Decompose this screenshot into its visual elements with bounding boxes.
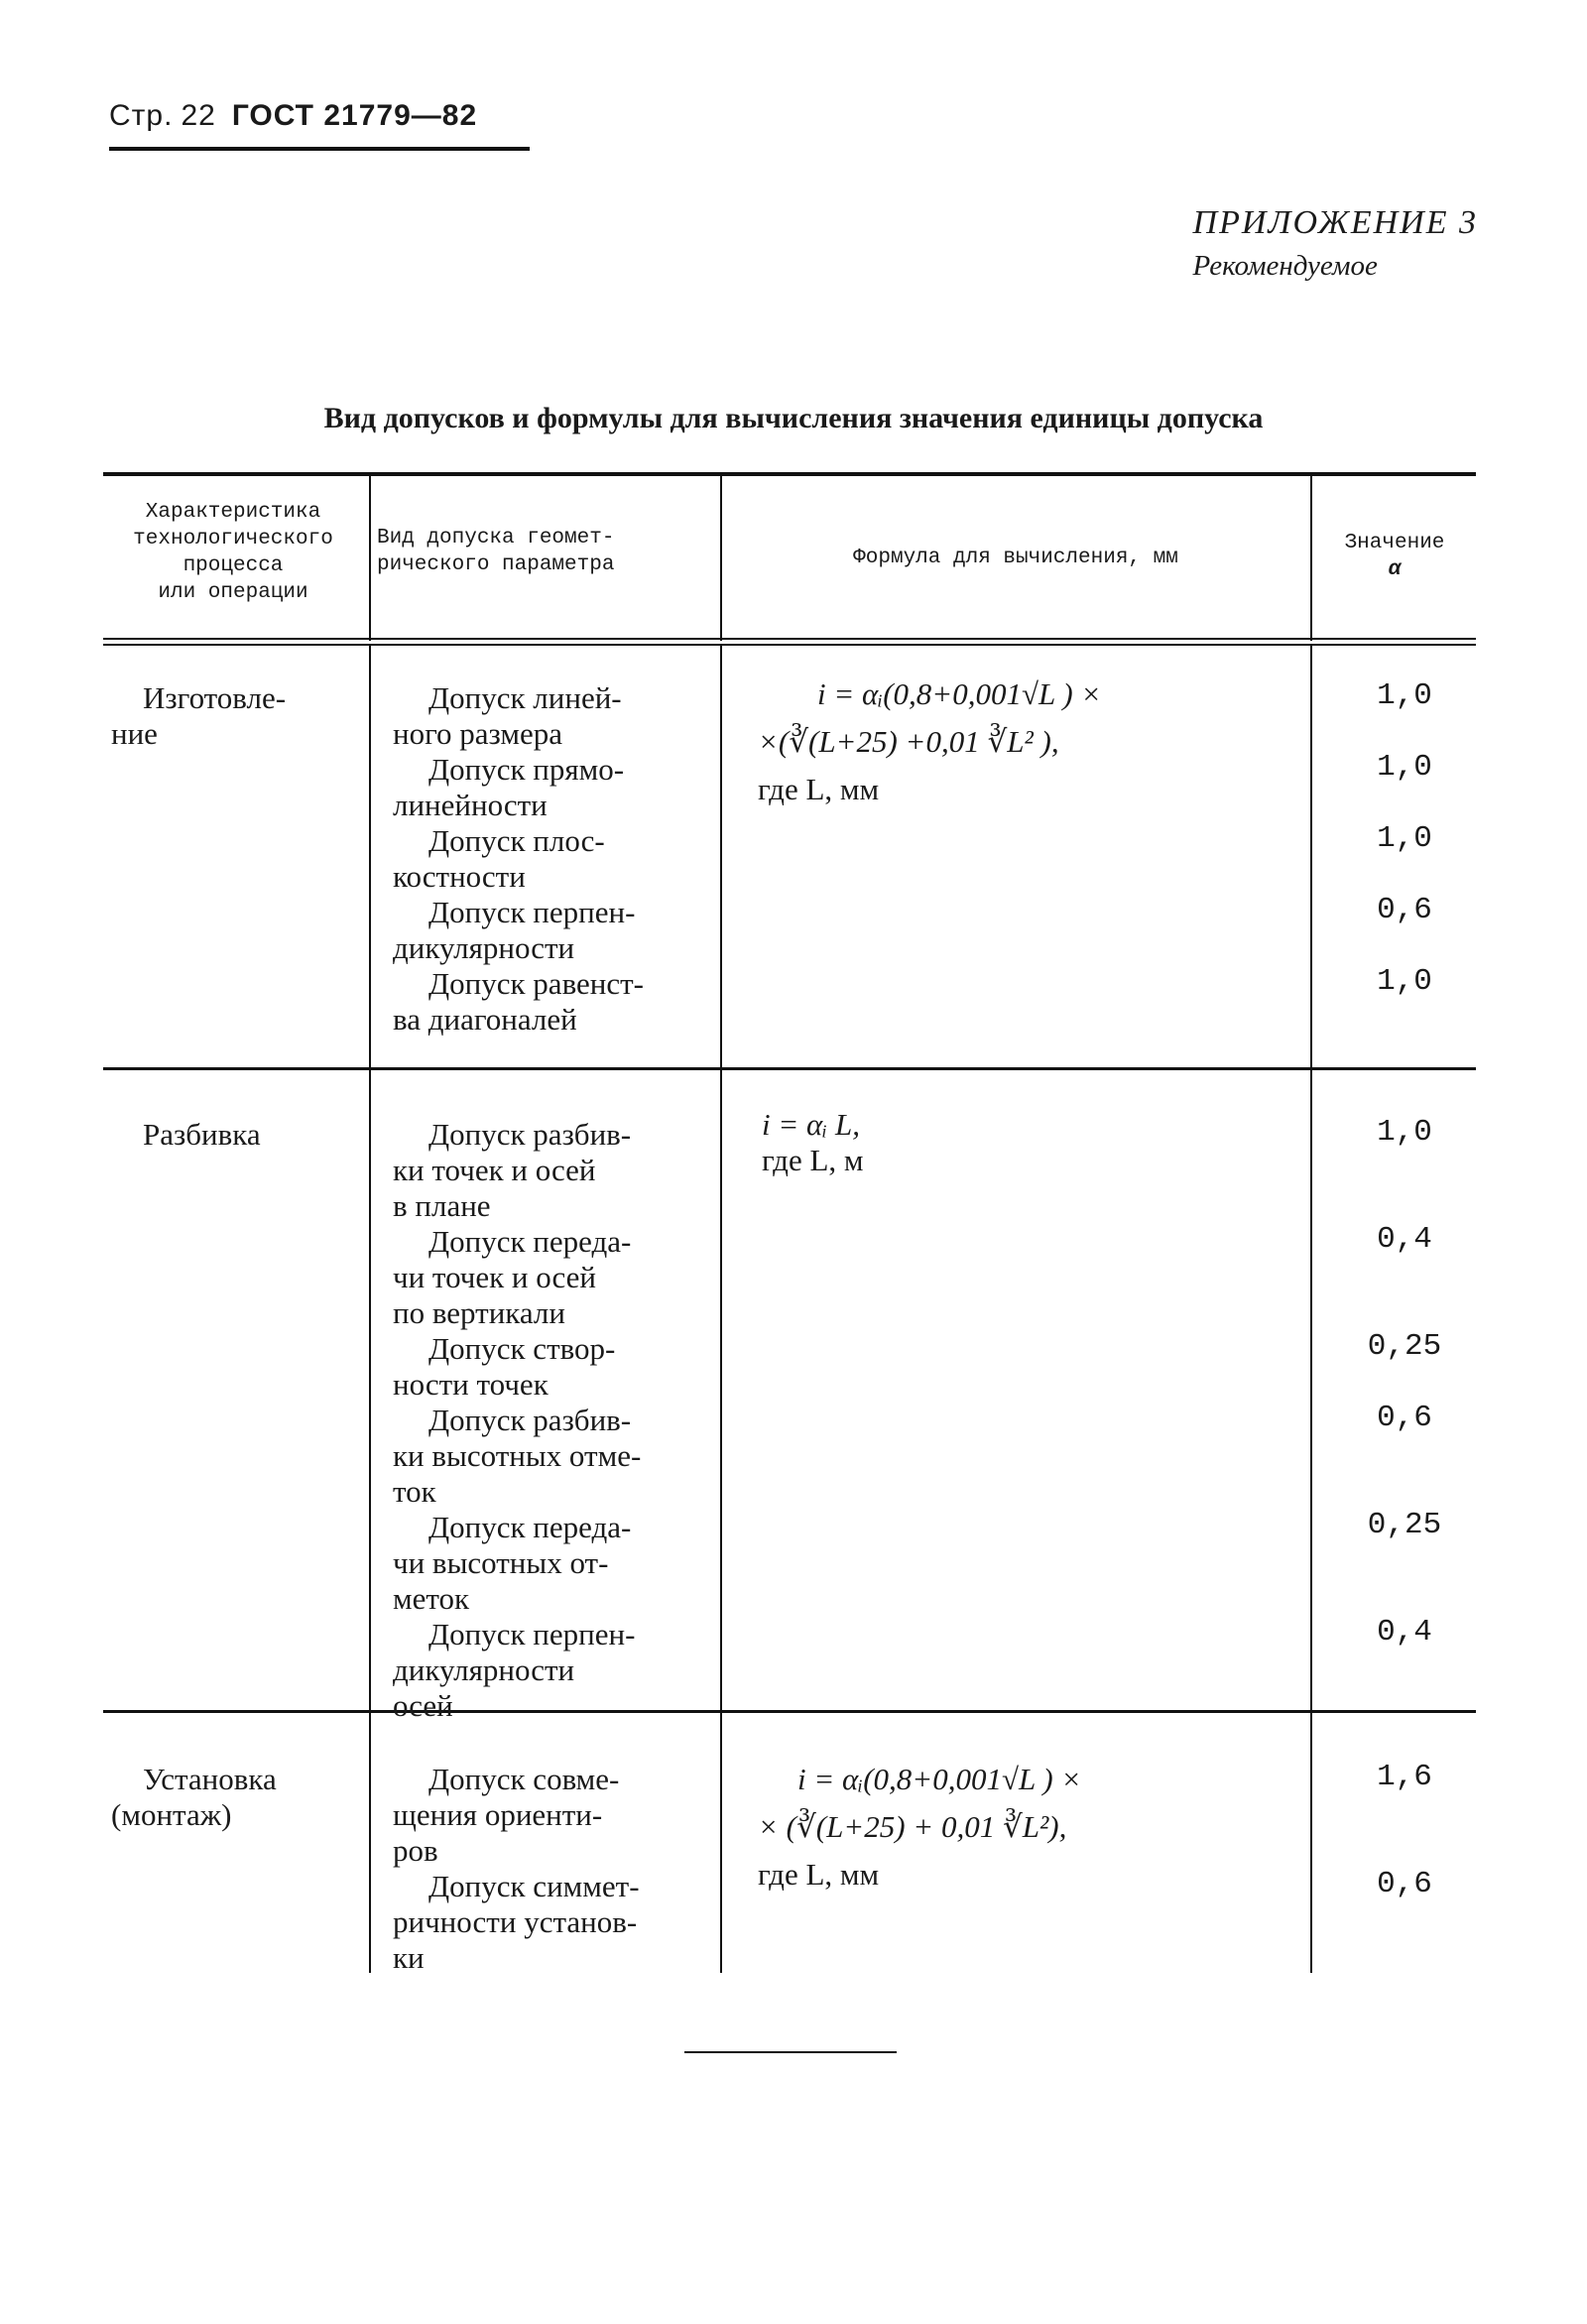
column-divider xyxy=(720,646,722,1067)
column-divider xyxy=(1310,646,1312,1067)
page-header xyxy=(109,99,477,133)
tolerance-item: Допуск линей- ного размера xyxy=(393,680,622,751)
header-rule xyxy=(109,147,530,151)
column-divider xyxy=(1310,476,1312,641)
tolerance-item: Допуск перпен- дикулярности осей xyxy=(393,1617,636,1723)
tolerance-item: Допуск симмет- ричности установ- ки xyxy=(393,1869,640,1975)
page-label: Стр. xyxy=(109,99,174,132)
value-alpha: 1,6 xyxy=(1377,1760,1432,1794)
column-divider xyxy=(720,476,722,641)
value-alpha: 0,25 xyxy=(1367,1508,1442,1542)
table-title: Вид допусков и формулы для вычисления значения единицы допуска xyxy=(323,402,1264,434)
standard-number: ГОСТ 21779—82 xyxy=(231,99,478,132)
column-divider xyxy=(369,476,371,641)
formula-installation: i = αᵢ(0,8+0,001√L ) × × (∛(L+25) + 0,01 ∛L²), где L, мм xyxy=(758,1762,1082,1892)
value-alpha: 1,0 xyxy=(1377,821,1432,856)
formula-layout: i = αᵢ L, где L, м xyxy=(762,1107,864,1177)
column-divider xyxy=(1310,1070,1312,1710)
appendix-label xyxy=(1193,204,1478,283)
column-divider xyxy=(720,1713,722,1973)
page-number: 22 xyxy=(181,99,216,132)
tolerance-item: Допуск разбив- ки точек и осей в плане xyxy=(393,1117,632,1223)
operation-layout: Разбивка xyxy=(143,1117,261,1152)
operation-manufacturing: Изготовле- ние xyxy=(111,680,287,751)
column-divider xyxy=(720,1070,722,1710)
value-alpha: 0,6 xyxy=(1377,1867,1432,1901)
column-header-process: Характеристика технологического процесса или операции xyxy=(133,501,333,604)
column-header-formula: Формула для вычисления, мм xyxy=(853,547,1178,569)
value-alpha: 0,4 xyxy=(1377,1615,1432,1650)
column-header-tolerance: Вид допуска геомет- рического параметра xyxy=(377,527,615,576)
column-divider xyxy=(369,646,371,1067)
tolerance-item: Допуск створ- ности точек xyxy=(393,1331,616,1402)
column-divider xyxy=(1310,1713,1312,1973)
end-rule xyxy=(684,2051,897,2053)
value-alpha: 1,0 xyxy=(1377,964,1432,999)
formula-manufacturing: i = αᵢ(0,8+0,001√L ) × ×(∛(L+25) +0,01 ∛L² ), где L, мм xyxy=(758,676,1102,806)
value-alpha: 1,0 xyxy=(1377,750,1432,785)
operation-installation: Установка (монтаж) xyxy=(111,1762,277,1832)
column-divider xyxy=(369,1070,371,1710)
appendix-status: Рекомендуемое xyxy=(1192,250,1378,282)
value-alpha: 1,0 xyxy=(1377,1115,1432,1150)
tolerance-item: Допуск перпен- дикулярности xyxy=(393,895,636,965)
tolerance-item: Допуск прямо- линейности xyxy=(393,752,625,822)
value-alpha: 0,4 xyxy=(1377,1222,1432,1257)
tolerance-item: Допуск переда- чи высотных от- меток xyxy=(393,1510,632,1616)
tolerance-item: Допуск совме- щения ориенти- ров xyxy=(393,1762,620,1868)
tolerance-item: Допуск разбив- ки высотных отме- ток xyxy=(393,1403,642,1509)
header-bottom-rule xyxy=(103,638,1476,640)
value-alpha: 0,25 xyxy=(1367,1329,1442,1364)
table-top-rule xyxy=(103,472,1476,476)
group-divider xyxy=(103,1067,1476,1070)
value-alpha: 0,6 xyxy=(1377,893,1432,927)
appendix-title: ПРИЛОЖЕНИЕ 3 xyxy=(1192,204,1478,241)
tolerance-item: Допуск переда- чи точек и осей по вертикали xyxy=(393,1224,632,1330)
column-divider xyxy=(369,1713,371,1973)
value-alpha: 0,6 xyxy=(1377,1401,1432,1435)
tolerance-item: Допуск плос- костности xyxy=(393,823,605,894)
value-alpha: 1,0 xyxy=(1377,678,1432,713)
group-divider xyxy=(103,1710,1476,1713)
column-header-value: Значение α xyxy=(1344,532,1445,581)
header-bottom-rule-2 xyxy=(103,644,1476,646)
tolerance-table xyxy=(103,472,1476,1980)
tolerance-item: Допуск равенст- ва диагоналей xyxy=(393,966,644,1037)
